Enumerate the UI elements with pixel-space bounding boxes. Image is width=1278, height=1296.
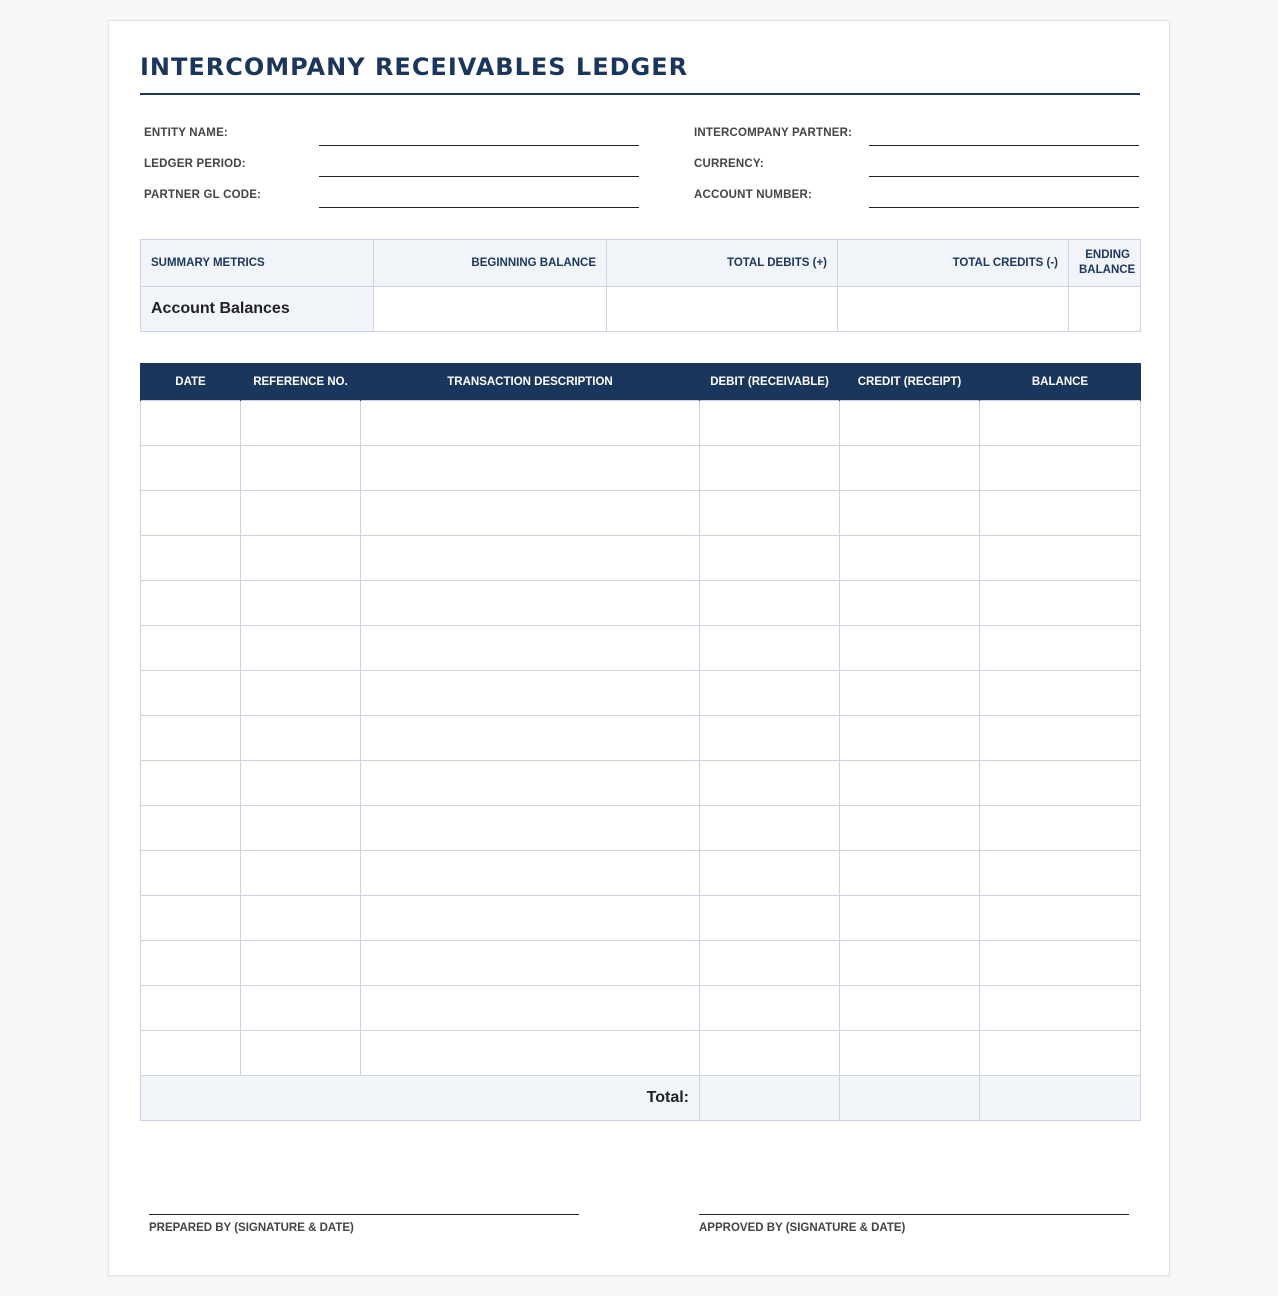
description-cell[interactable] xyxy=(361,446,700,491)
debit-cell[interactable] xyxy=(700,626,840,671)
reference-cell[interactable] xyxy=(241,671,361,716)
account-number-label: ACCOUNT NUMBER: xyxy=(694,189,812,201)
credit-cell[interactable] xyxy=(840,761,980,806)
credit-cell[interactable] xyxy=(840,1031,980,1076)
currency-label: CURRENCY: xyxy=(694,158,764,170)
debit-cell[interactable] xyxy=(700,806,840,851)
description-cell[interactable] xyxy=(361,851,700,896)
date-cell[interactable] xyxy=(141,1031,241,1076)
reference-cell[interactable] xyxy=(241,446,361,491)
description-cell[interactable] xyxy=(361,671,700,716)
ledger-table xyxy=(140,363,1141,1121)
table-row xyxy=(141,896,1141,941)
total-debit-cell[interactable] xyxy=(700,1076,840,1121)
reference-cell[interactable] xyxy=(241,581,361,626)
credit-cell[interactable] xyxy=(840,536,980,581)
description-cell[interactable] xyxy=(361,806,700,851)
table-row xyxy=(141,536,1141,581)
credit-cell[interactable] xyxy=(840,446,980,491)
col-header-credit: CREDIT (RECEIPT) xyxy=(840,363,980,401)
balance-cell[interactable] xyxy=(980,941,1141,986)
debit-cell[interactable] xyxy=(700,716,840,761)
balance-cell[interactable] xyxy=(980,851,1141,896)
date-cell[interactable] xyxy=(141,491,241,536)
table-row xyxy=(141,761,1141,806)
debit-cell[interactable] xyxy=(700,671,840,716)
date-cell[interactable] xyxy=(141,896,241,941)
reference-cell[interactable] xyxy=(241,761,361,806)
col-header-description: TRANSACTION DESCRIPTION xyxy=(361,363,700,401)
description-cell[interactable] xyxy=(361,536,700,581)
ledger-page xyxy=(108,20,1170,1276)
debit-cell[interactable] xyxy=(700,536,840,581)
date-cell[interactable] xyxy=(141,581,241,626)
debit-cell[interactable] xyxy=(700,851,840,896)
balance-cell[interactable] xyxy=(980,761,1141,806)
credit-cell[interactable] xyxy=(840,671,980,716)
debit-cell[interactable] xyxy=(700,401,840,446)
reference-cell[interactable] xyxy=(241,1031,361,1076)
total-credits-cell[interactable] xyxy=(838,287,1069,332)
beginning-balance-cell[interactable] xyxy=(374,287,607,332)
col-header-balance: BALANCE xyxy=(980,363,1141,401)
summary-header-beginning-balance: BEGINNING BALANCE xyxy=(374,240,607,287)
intercompany-partner-field[interactable] xyxy=(869,145,1139,146)
balance-cell[interactable] xyxy=(980,491,1141,536)
description-cell[interactable] xyxy=(361,716,700,761)
debit-cell[interactable] xyxy=(700,581,840,626)
balance-cell[interactable] xyxy=(980,1031,1141,1076)
partner-gl-code-field[interactable] xyxy=(319,207,639,208)
page-title: INTERCOMPANY RECEIVABLES LEDGER xyxy=(140,53,689,81)
ledger-period-label: LEDGER PERIOD: xyxy=(144,158,246,170)
summary-header-total-debits: TOTAL DEBITS (+) xyxy=(607,240,838,287)
reference-cell[interactable] xyxy=(241,896,361,941)
credit-cell[interactable] xyxy=(840,716,980,761)
credit-cell[interactable] xyxy=(840,401,980,446)
table-row xyxy=(141,986,1141,1031)
debit-cell[interactable] xyxy=(700,896,840,941)
debit-cell[interactable] xyxy=(700,1031,840,1076)
table-row xyxy=(141,671,1141,716)
reference-cell[interactable] xyxy=(241,941,361,986)
description-cell[interactable] xyxy=(361,491,700,536)
summary-header-total-credits: TOTAL CREDITS (-) xyxy=(838,240,1069,287)
balance-cell[interactable] xyxy=(980,986,1141,1031)
reference-cell[interactable] xyxy=(241,401,361,446)
reference-cell[interactable] xyxy=(241,986,361,1031)
reference-cell[interactable] xyxy=(241,491,361,536)
col-header-date: DATE xyxy=(141,363,241,401)
date-cell[interactable] xyxy=(141,626,241,671)
description-cell[interactable] xyxy=(361,1031,700,1076)
total-credit-cell[interactable] xyxy=(840,1076,980,1121)
entity-name-field[interactable] xyxy=(319,145,639,146)
description-cell[interactable] xyxy=(361,896,700,941)
summary-header-ending-balance: ENDING BALANCE xyxy=(1069,240,1141,287)
table-row xyxy=(141,716,1141,761)
description-cell[interactable] xyxy=(361,986,700,1031)
approved-by-label: APPROVED BY (SIGNATURE & DATE) xyxy=(699,1222,906,1234)
credit-cell[interactable] xyxy=(840,626,980,671)
entity-name-label: ENTITY NAME: xyxy=(144,127,228,139)
ledger-period-field[interactable] xyxy=(319,176,639,177)
table-row xyxy=(141,941,1141,986)
table-row xyxy=(141,851,1141,896)
ending-balance-cell[interactable] xyxy=(1069,287,1141,332)
date-cell[interactable] xyxy=(141,671,241,716)
total-row xyxy=(141,1076,1141,1121)
col-header-debit: DEBIT (RECEIVABLE) xyxy=(700,363,840,401)
description-cell[interactable] xyxy=(361,401,700,446)
debit-cell[interactable] xyxy=(700,491,840,536)
date-cell[interactable] xyxy=(141,851,241,896)
table-row xyxy=(141,1031,1141,1076)
credit-cell[interactable] xyxy=(840,941,980,986)
currency-field[interactable] xyxy=(869,176,1139,177)
prepared-by-label: PREPARED BY (SIGNATURE & DATE) xyxy=(149,1222,354,1234)
title-divider xyxy=(140,93,1140,95)
account-number-field[interactable] xyxy=(869,207,1139,208)
balance-cell[interactable] xyxy=(980,806,1141,851)
reference-cell[interactable] xyxy=(241,806,361,851)
table-row xyxy=(141,446,1141,491)
credit-cell[interactable] xyxy=(840,986,980,1031)
table-row xyxy=(141,491,1141,536)
balance-cell[interactable] xyxy=(980,446,1141,491)
approved-by-signature-line[interactable] xyxy=(699,1214,1129,1215)
date-cell[interactable] xyxy=(141,941,241,986)
credit-cell[interactable] xyxy=(840,896,980,941)
date-cell[interactable] xyxy=(141,536,241,581)
credit-cell[interactable] xyxy=(840,851,980,896)
reference-cell[interactable] xyxy=(241,626,361,671)
balance-cell[interactable] xyxy=(980,401,1141,446)
intercompany-partner-label: INTERCOMPANY PARTNER: xyxy=(694,127,853,139)
balance-cell[interactable] xyxy=(980,671,1141,716)
partner-gl-code-label: PARTNER GL CODE: xyxy=(144,189,262,201)
reference-cell[interactable] xyxy=(241,536,361,581)
date-cell[interactable] xyxy=(141,986,241,1031)
debit-cell[interactable] xyxy=(700,941,840,986)
total-balance-cell[interactable] xyxy=(980,1076,1141,1121)
total-label: Total: xyxy=(141,1076,700,1121)
debit-cell[interactable] xyxy=(700,446,840,491)
description-cell[interactable] xyxy=(361,761,700,806)
credit-cell[interactable] xyxy=(840,581,980,626)
date-cell[interactable] xyxy=(141,761,241,806)
date-cell[interactable] xyxy=(141,806,241,851)
description-cell[interactable] xyxy=(361,581,700,626)
table-row xyxy=(141,581,1141,626)
total-debits-cell[interactable] xyxy=(607,287,838,332)
balance-cell[interactable] xyxy=(980,896,1141,941)
summary-row-label: Account Balances xyxy=(141,287,374,332)
reference-cell[interactable] xyxy=(241,716,361,761)
table-row xyxy=(141,806,1141,851)
summary-header-metrics: SUMMARY METRICS xyxy=(141,240,374,287)
description-cell[interactable] xyxy=(361,941,700,986)
table-row xyxy=(141,626,1141,671)
balance-cell[interactable] xyxy=(980,626,1141,671)
balance-cell[interactable] xyxy=(980,536,1141,581)
balance-cell[interactable] xyxy=(980,581,1141,626)
date-cell[interactable] xyxy=(141,446,241,491)
table-row xyxy=(141,401,1141,446)
ledger-body xyxy=(141,401,1141,1121)
date-cell[interactable] xyxy=(141,716,241,761)
summary-table xyxy=(140,239,1141,332)
debit-cell[interactable] xyxy=(700,761,840,806)
reference-cell[interactable] xyxy=(241,851,361,896)
description-cell[interactable] xyxy=(361,626,700,671)
date-cell[interactable] xyxy=(141,401,241,446)
debit-cell[interactable] xyxy=(700,986,840,1031)
prepared-by-signature-line[interactable] xyxy=(149,1214,579,1215)
credit-cell[interactable] xyxy=(840,491,980,536)
credit-cell[interactable] xyxy=(840,806,980,851)
balance-cell[interactable] xyxy=(980,716,1141,761)
col-header-reference: REFERENCE NO. xyxy=(241,363,361,401)
